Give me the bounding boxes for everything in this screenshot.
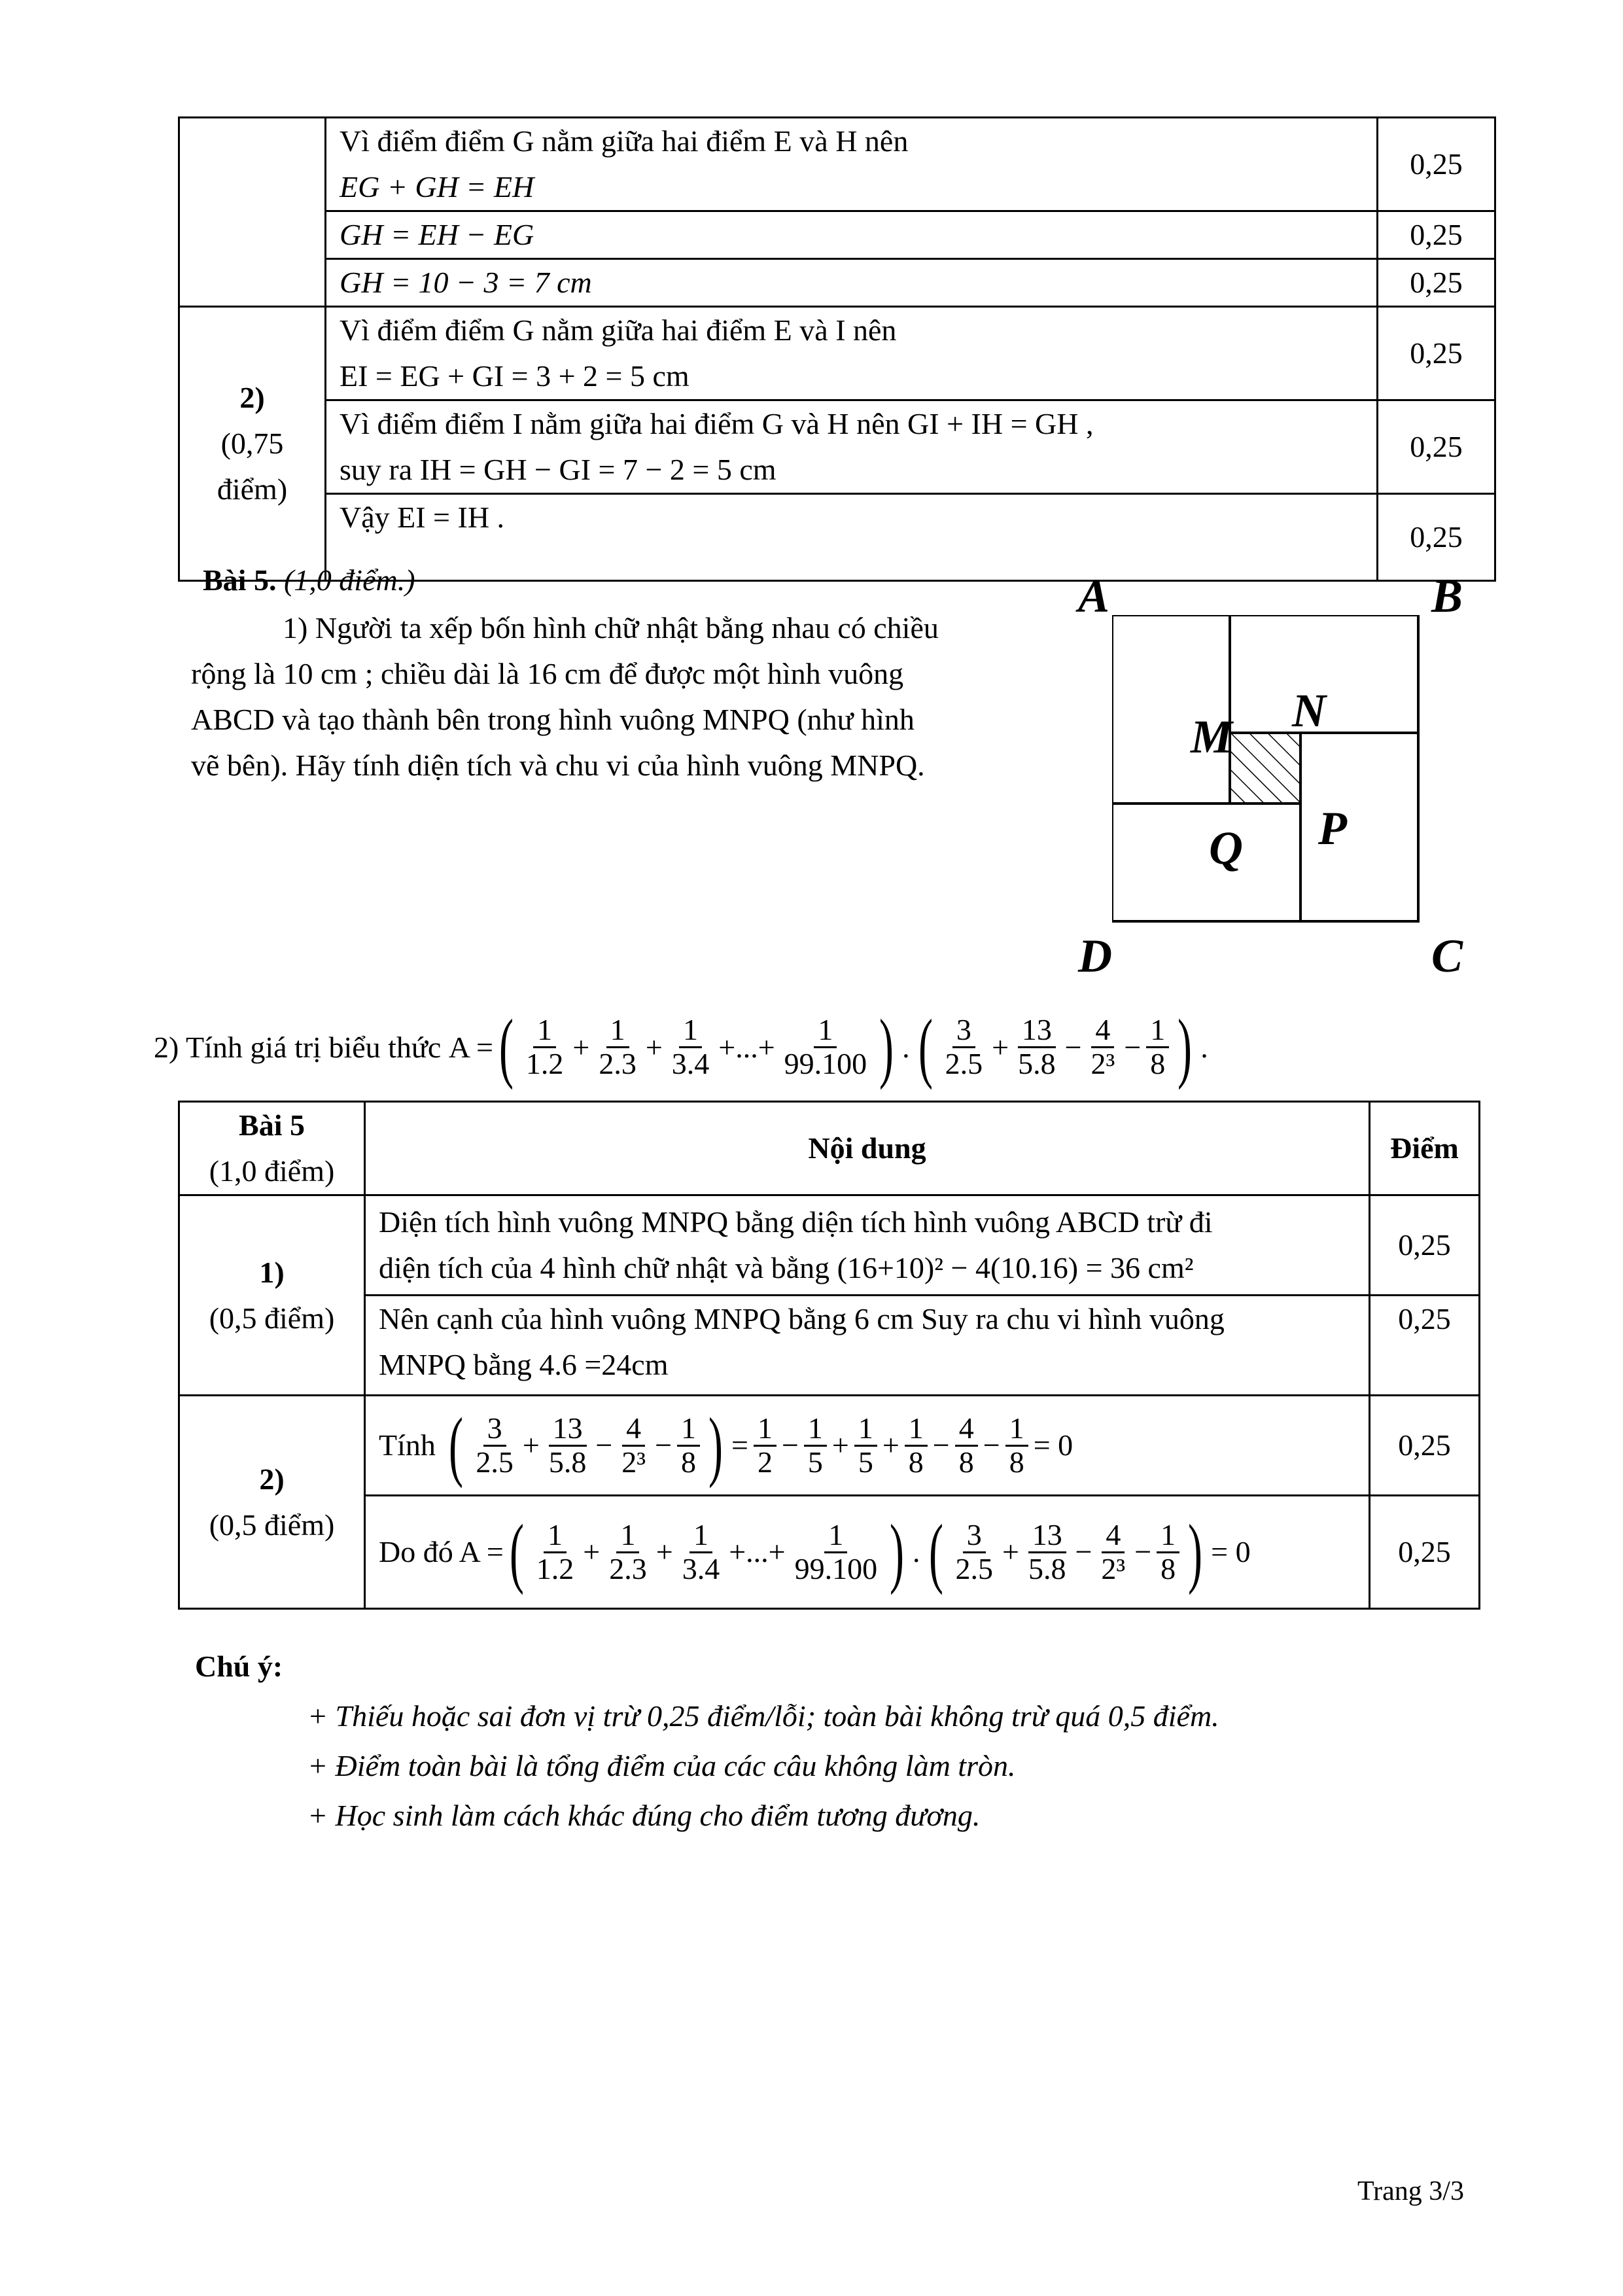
vertex-a-label: A [1078,570,1110,622]
product-expression: ( $\frac{3}{2.5}$ + $\frac{13}{5.8}$ − $\frac{4}{\text{2³}}$ − $\frac{1}{8}$ ) [918,1003,1193,1090]
header-points-cell: Điểm [1370,1102,1480,1195]
score-cell: 0,25 [1370,1496,1480,1609]
problem-1-text: 1) Người ta xếp bốn hình chữ nhật bằng nhau có chiều rộng là 10 cm ; chiều dài là 16 cm để được một hình vuông ABCD và tạo thành bên trong hình vuông MNPQ (như hình vẽ bên). Hãy tính diện tích và chu vi của hình vuông MNPQ. [191,611,939,782]
score-cell: 0,25 [1378,307,1495,400]
fraction: $\frac{1}{99.100}$ [794,1518,878,1585]
fraction: $\frac{1}{1.2}$ [525,1013,564,1080]
fraction: $\frac{4}{8}$ [955,1413,978,1478]
note-item: + Thiếu hoặc sai đơn vị trừ 0,25 điểm/lỗi; toàn bài không trừ quá 0,5 điểm. [307,1699,1219,1733]
score-cell: 0,25 [1370,1296,1480,1396]
table-row: Vì điểm điểm G nằm giữa hai điểm E và H nên EG + GH = EH [326,118,1378,211]
fraction: $\frac{1}{3.4}$ [671,1013,710,1080]
table-row: Nên cạnh của hình vuông MNPQ bằng 6 cm Suy ra chu vi hình vuông MNPQ bằng 4.6 =24cm [365,1296,1370,1396]
fraction: $\frac{13}{5.8}$ [1018,1013,1056,1080]
fraction: $\frac{3}{2.5}$ [945,1013,983,1080]
table-row: Do đó A = ( $\frac{1}{1.2}$ + $\frac{1}{2.3}$ + $\frac{1}{3.4}$ +...+ $\frac{1}{99.100}$ ) . ( $\frac{3}{2.5}$ + $\frac{13}{5.8}$ − $\frac{4}{\text{2³}}$ − $\frac{1}{8}$ ) = 0 [365,1496,1370,1609]
vertex-c-label: C [1431,930,1463,982]
header-content-cell: Nội dung [365,1102,1370,1195]
table-row: Vì điểm điểm G nằm giữa hai điểm E và I nên EI = EG + GI = 3 + 2 = 5 cm [326,307,1378,400]
score-cell: 0,25 [1378,259,1495,307]
score-cell: 0,25 [1378,400,1495,494]
part2-label-cell: 2) (0,75 điểm) [179,307,326,581]
fraction: $\frac{4}{\text{2³}}$ [621,1411,646,1479]
fraction: $\frac{1}{5}$ [854,1413,877,1478]
fraction: $\frac{1}{5}$ [804,1413,827,1478]
fraction: $\frac{3}{2.5}$ [955,1518,994,1585]
part1-label-cell [179,118,326,307]
vertex-n-label: N [1292,684,1326,737]
simplified-expression: $\frac{1}{2}$ − $\frac{1}{5}$ + $\frac{1}{5}$ + $\frac{1}{8}$ − $\frac{4}{8}$ − $\frac{1}{8}$ [751,1413,1031,1478]
fraction: $\frac{1}{2.3}$ [609,1518,647,1585]
product-expression: ( $\frac{3}{2.5}$ + $\frac{13}{5.8}$ − $\frac{4}{\text{2³}}$ − $\frac{1}{8}$ ) [449,1402,723,1489]
mnpq-hatched-square [1230,733,1300,804]
fraction: $\frac{4}{\text{2³}}$ [1091,1013,1115,1080]
vertex-m-label: M [1191,711,1233,763]
fraction: $\frac{1}{8}$ [1005,1413,1028,1478]
part1-label-cell: 1) (0,5 điểm) [179,1195,365,1396]
score-cell: 0,25 [1370,1195,1480,1296]
fraction: $\frac{1}{2.3}$ [599,1013,637,1080]
vertex-q-label: Q [1209,822,1243,874]
fraction: $\frac{1}{8}$ [1157,1519,1179,1585]
bai5-heading: Bài 5. (1,0 điểm.) [203,563,415,597]
table-row: GH = 10 − 3 = 7 cm [326,259,1378,307]
answer-table [178,1101,1480,1610]
problem-2-expression: 2) Tính giá trị biểu thức A = ( $\frac{1}{1.2}$ + $\frac{1}{2.3}$ + $\frac{1}{3.4}$ +...+ $\frac{1}{99.100}$ ) . ( $\frac{3}{2.5}$ + $\frac{13}{5.8}$ − $\frac{4}{\text{2³}}$ − $\frac{1}{8}$ ) . [154,1003,1208,1090]
top-answer-table [178,116,1496,582]
square-figure [1112,615,1433,929]
table-row: Tính ( $\frac{3}{2.5}$ + $\frac{13}{5.8}$ − $\frac{4}{\text{2³}}$ − $\frac{1}{8}$ ) = $\frac{1}{2}$ − $\frac{1}{5}$ + $\frac{1}{5}$ + $\frac{1}{8}$ − $\frac{4}{8}$ − $\frac{1}{8}$ = 0 [365,1396,1370,1496]
table-row: Vì điểm điểm I nằm giữa hai điểm G và H nên GI + IH = GH , suy ra IH = GH − GI = 7 − 2 = 5 cm [326,400,1378,494]
score-cell: 0,25 [1378,118,1495,211]
part2-label-cell: 2) (0,5 điểm) [179,1396,365,1609]
table-row: GH = EH − EG [326,211,1378,259]
notes-list [307,1691,1219,1841]
fraction: $\frac{1}{2}$ [754,1413,777,1478]
sum-expression: ( $\frac{1}{1.2}$ + $\frac{1}{2.3}$ + $\frac{1}{3.4}$ +...+ $\frac{1}{99.100}$ ) [498,1003,894,1090]
fraction: $\frac{13}{5.8}$ [548,1411,587,1479]
fraction: $\frac{1}{8}$ [677,1413,700,1478]
vertex-p-label: P [1318,802,1347,855]
fraction: $\frac{4}{\text{2³}}$ [1101,1518,1126,1585]
fraction: $\frac{1}{3.4}$ [682,1518,720,1585]
score-cell: 0,25 [1378,211,1495,259]
sum-expression: ( $\frac{1}{1.2}$ + $\frac{1}{2.3}$ + $\frac{1}{3.4}$ +...+ $\frac{1}{99.100}$ ) [509,1508,905,1595]
score-cell: 0,25 [1378,494,1495,581]
product-expression: ( $\frac{3}{2.5}$ + $\frac{13}{5.8}$ − $\frac{4}{\text{2³}}$ − $\frac{1}{8}$ ) [928,1508,1203,1595]
vertex-d-label: D [1078,930,1112,982]
score-cell: 0,25 [1370,1396,1480,1496]
fraction: $\frac{1}{1.2}$ [536,1518,574,1585]
fraction: $\frac{13}{5.8}$ [1028,1518,1066,1585]
note-item: + Điểm toàn bài là tổng điểm của các câu không làm tròn. [307,1749,1016,1782]
table-row: Vậy EI = IH . [326,494,1378,581]
table-row: Diện tích hình vuông MNPQ bằng diện tích hình vuông ABCD trừ đi diện tích của 4 hình chữ nhật và bằng (16+10)² − 4(10.16) = 36 cm² [365,1195,1370,1296]
fraction: $\frac{1}{99.100}$ [784,1013,867,1080]
page-number: Trang 3/3 [1357,2176,1464,2206]
header-bai5-cell: Bài 5 (1,0 điểm) [179,1102,365,1195]
fraction: $\frac{1}{8}$ [1146,1014,1169,1080]
fraction: $\frac{3}{2.5}$ [476,1411,514,1479]
note-item: + Học sinh làm cách khác đúng cho điểm tương đương. [307,1799,981,1832]
notes-title: Chú ý: [195,1650,283,1683]
fraction: $\frac{1}{8}$ [905,1413,928,1478]
vertex-b-label: B [1431,570,1463,622]
